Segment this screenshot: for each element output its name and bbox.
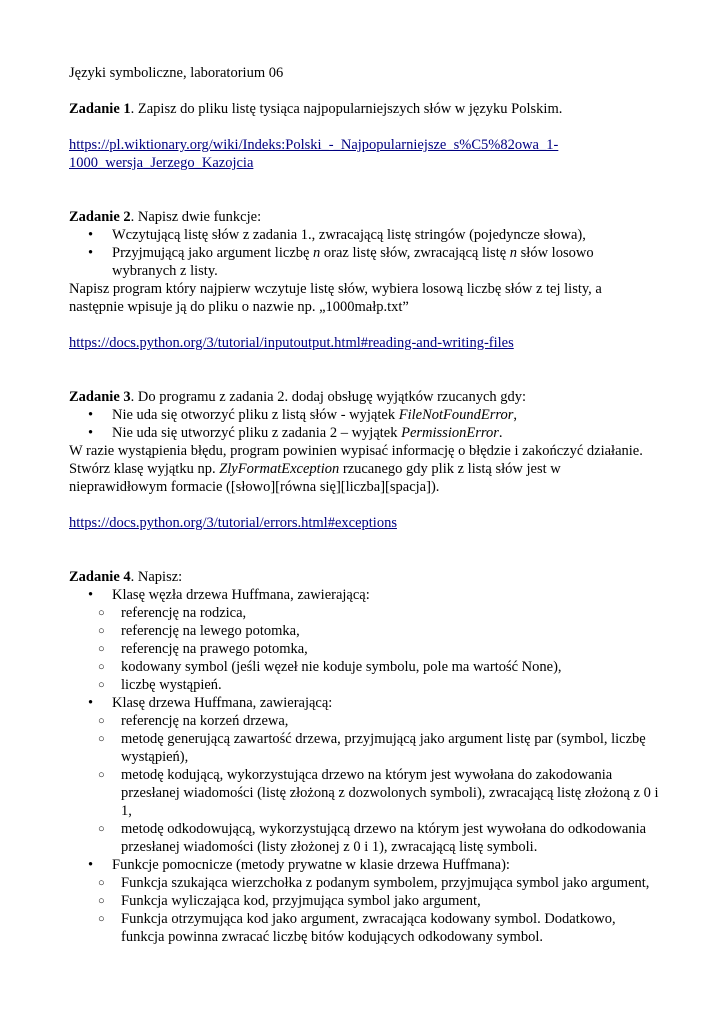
- task2-paragraph: Napisz program który najpierw wczytuje listę słów, wybiera losową liczbę słów z tej listy, a następnie wpisuje ją do pliku o nazwie np. „1000małp.txt”: [69, 281, 602, 315]
- circle-bullet-icon: ○: [98, 895, 105, 907]
- circle-bullet-icon: ○: [98, 913, 105, 925]
- task1-link-line2[interactable]: 1000_wersja_Jerzego_Kazojcia: [69, 155, 254, 171]
- task2-link[interactable]: https://docs.python.org/3/tutorial/inputoutput.html#reading-and-writing-files: [69, 335, 514, 351]
- circle-bullet-icon: ○: [98, 679, 105, 691]
- sub-list-item: ○ Funkcja szukająca wierzchołka z podanym symbolem, przyjmująca symbol jako argument,: [98, 875, 650, 891]
- bullet-icon: •: [88, 695, 94, 711]
- list-item: • Nie uda się otworzyć pliku z listą słów - wyjątek FileNotFoundError,: [88, 407, 517, 423]
- task2-label: Zadanie 2: [69, 209, 131, 225]
- bullet-icon: •: [88, 245, 94, 261]
- task1-label: Zadanie 1: [69, 101, 131, 117]
- sub-list-item: ○ referencję na prawego potomka,: [98, 641, 308, 657]
- sub-list-item: ○ referencję na rodzica,: [98, 605, 247, 621]
- sub-list-item: ○ Funkcja wyliczająca kod, przyjmująca symbol jako argument,: [98, 893, 481, 909]
- circle-bullet-icon: ○: [98, 715, 105, 727]
- document-page: [69, 64, 659, 946]
- bullet-icon: •: [88, 425, 94, 441]
- sub-list-item: ○ metodę generującą zawartość drzewa, przyjmującą jako argument listę par (symbol, liczbę wystąpień),: [98, 731, 646, 765]
- task3-list: [69, 406, 659, 442]
- task3-label: Zadanie 3: [69, 389, 131, 405]
- circle-bullet-icon: ○: [98, 625, 105, 637]
- circle-bullet-icon: ○: [98, 769, 105, 781]
- list-item: • Klasę węzła drzewa Huffmana, zawierającą: ○ referencję na rodzica, ○ referencję na lewego potomka, ○ referencję na prawego potomka, ○ kodowany symbol (jeśli węzeł nie koduje symbolu, pole ma wartość None), ○ liczbę wystąpień.: [69, 586, 659, 694]
- circle-bullet-icon: ○: [98, 733, 105, 745]
- document-title: Języki symboliczne, laboratorium 06: [69, 65, 284, 81]
- list-item: • Wczytującą listę słów z zadania 1., zwracającą listę stringów (pojedyncze słowa),: [88, 227, 586, 243]
- list-item: • Klasę drzewa Huffmana, zawierającą: ○ referencję na korzeń drzewa, ○ metodę generującą zawartość drzewa, przyjmującą jako argument listę par (symbol, liczbę wystąpień), ○ metodę kodującą, wykorzystująca drzewo na którym jest wywołana do zakodowania przesłanej wiadomości (listę złożoną z dozwolonych symboli), zwracającą listę złożoną z 0 i 1, ○ metodę odkodowującą, wykorzystującą drzewo na którym jest wywołana do odkodowania przesłanej wiadomości (listy złożonej z 0 i 1), zwracającą listę symboli.: [69, 694, 659, 856]
- sub-list-item: ○ liczbę wystąpień.: [98, 677, 222, 693]
- bullet-icon: •: [88, 857, 94, 873]
- list-item: • Funkcje pomocnicze (metody prywatne w klasie drzewa Huffmana): ○ Funkcja szukająca wierzchołka z podanym symbolem, przyjmująca symbol jako argument, ○ Funkcja wyliczająca kod, przyjmująca symbol jako argument, ○ Funkcja otrzymująca kod jako argument, zwracająca kodowany symbol. Dodatkowo, funkcja powinna zwracać liczbę bitów kodujących odkodowany symbol.: [69, 856, 659, 946]
- task2-intro: Zadanie 2. Napisz dwie funkcje:: [69, 209, 262, 225]
- circle-bullet-icon: ○: [98, 877, 105, 889]
- task1-text: . Zapisz do pliku listę tysiąca najpopularniejszych słów w języku Polskim.: [130, 101, 563, 117]
- list-item: • Przyjmującą jako argument liczbę n oraz listę słów, zwracającą listę n słów losowo wybranych z listy.: [88, 245, 594, 279]
- tree-class-sublist: [69, 712, 659, 856]
- task4-list: [69, 586, 659, 946]
- circle-bullet-icon: ○: [98, 643, 105, 655]
- bullet-icon: •: [88, 227, 94, 243]
- sub-list-item: ○ referencję na korzeń drzewa,: [98, 713, 289, 729]
- bullet-icon: •: [88, 587, 94, 603]
- task3-paragraph: W razie wystąpienia błędu, program powinien wypisać informację o błędzie i zakończyć działanie. Stwórz klasę wyjątku np. ZlyFormatException rzucanego gdy plik z listą słów jest w nieprawidłowym formacie ([słowo][równa się][liczba][spacja]).: [69, 443, 643, 495]
- node-class-sublist: [69, 604, 659, 694]
- sub-list-item: ○ metodę odkodowującą, wykorzystującą drzewo na którym jest wywołana do odkodowania przesłanej wiadomości (listy złożonej z 0 i 1), zwracającą listę symboli.: [98, 821, 647, 855]
- task4-intro: Zadanie 4. Napisz:: [69, 569, 183, 585]
- circle-bullet-icon: ○: [98, 823, 105, 835]
- sub-list-item: ○ metodę kodującą, wykorzystująca drzewo na którym jest wywołana do zakodowania przesłanej wiadomości (listę złożoną z dozwolonych symboli), zwracającą listę złożoną z 0 i 1,: [98, 767, 659, 819]
- task1-link-line1[interactable]: https://pl.wiktionary.org/wiki/Indeks:Polski_-_Najpopularniejsze_s%C5%82owa_1-: [69, 137, 559, 153]
- helpers-sublist: [69, 874, 659, 946]
- task2-list: [69, 226, 659, 280]
- sub-list-item: ○ referencję na lewego potomka,: [98, 623, 300, 639]
- sub-list-item: ○ Funkcja otrzymująca kod jako argument, zwracająca kodowany symbol. Dodatkowo, funkcja powinna zwracać liczbę bitów kodujących odkodowany symbol.: [98, 911, 616, 945]
- task3-intro: Zadanie 3. Do programu z zadania 2. dodaj obsługę wyjątków rzucanych gdy:: [69, 389, 527, 405]
- circle-bullet-icon: ○: [98, 661, 105, 673]
- sub-list-item: ○ kodowany symbol (jeśli węzeł nie koduje symbolu, pole ma wartość None),: [98, 659, 562, 675]
- task1-link[interactable]: [69, 136, 659, 172]
- task4-label: Zadanie 4: [69, 569, 131, 585]
- list-item: • Nie uda się utworzyć pliku z zadania 2 – wyjątek PermissionError.: [88, 425, 503, 441]
- task3-link[interactable]: https://docs.python.org/3/tutorial/errors.html#exceptions: [69, 515, 397, 531]
- bullet-icon: •: [88, 407, 94, 423]
- task1-paragraph: [69, 100, 659, 118]
- circle-bullet-icon: ○: [98, 607, 105, 619]
